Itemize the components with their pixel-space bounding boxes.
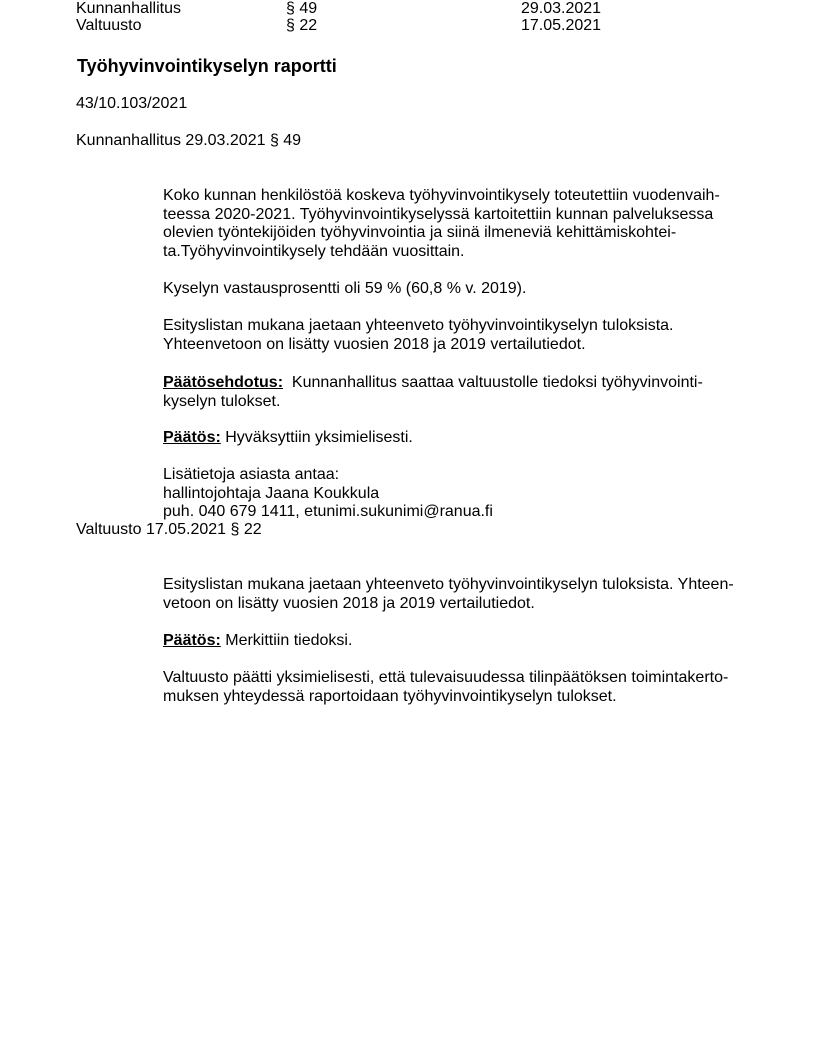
intro-line: ta.Työhyvinvointikysely tehdään vuosittain.	[163, 242, 465, 260]
decision-label: Päätös:	[163, 429, 221, 446]
summary-line: Yhteenvetoon on lisätty vuosien 2018 ja 2019 vertailutiedot.	[163, 335, 586, 353]
kunnanhallitus-heading: Kunnanhallitus 29.03.2021 § 49	[76, 132, 302, 149]
contact-line: Lisätietoja asiasta antaa:	[163, 466, 340, 483]
valtuusto-final	[163, 669, 728, 706]
history-section: § 22	[286, 17, 318, 34]
valtuusto-final-line: muksen yhteydessä raportoidaan työhyvinvointikyselyn tulokset.	[163, 687, 617, 705]
proposal-paragraph	[163, 374, 703, 411]
valtuusto-decision-text: Merkittiin tiedoksi.	[225, 632, 353, 649]
summary-paragraph	[163, 317, 673, 354]
intro-line: olevien työntekijöiden työhyvinvointia ja siinä ilmeneviä kehittämiskohtei-	[163, 224, 677, 241]
valtuusto-heading: Valtuusto 17.05.2021 § 22	[76, 521, 262, 538]
valtuusto-decision-label: Päätös:	[163, 632, 221, 649]
summary-line: Esityslistan mukana jaetaan yhteenveto työhyvinvointikyselyn tuloksista.	[163, 317, 674, 334]
contact-line: puh. 040 679 1411, etunimi.sukunimi@ranua.fi	[163, 503, 493, 520]
valtuusto-summary	[163, 576, 734, 613]
reference-number: 43/10.103/2021	[76, 95, 188, 112]
proposal-line: Kunnanhallitus saattaa valtuustolle tiedoksi työhyvinvointi-	[291, 374, 703, 391]
contact-info	[163, 466, 493, 522]
document-title: Työhyvinvointikyselyn raportti	[77, 56, 337, 76]
history-section: § 49	[286, 0, 318, 17]
response-rate: Kyselyn vastausprosentti oli 59 % (60,8 % v. 2019).	[163, 280, 527, 297]
decision-paragraph	[163, 429, 413, 448]
proposal-line: kyselyn tulokset.	[163, 392, 281, 410]
valtuusto-summary-line: Esityslistan mukana jaetaan yhteenveto työhyvinvointikyselyn tuloksista. Yhteen-	[163, 576, 734, 593]
contact-line: hallintojohtaja Jaana Koukkula	[163, 484, 380, 502]
history-date: 29.03.2021	[521, 0, 602, 17]
valtuusto-summary-line: vetoon on lisätty vuosien 2018 ja 2019 vertailutiedot.	[163, 594, 535, 612]
intro-paragraph	[163, 187, 720, 261]
valtuusto-decision	[163, 632, 352, 651]
history-body: Valtuusto	[76, 17, 142, 34]
valtuusto-final-line: Valtuusto päätti yksimielisesti, että tulevaisuudessa tilinpäätöksen toimintakerto-	[163, 669, 729, 686]
intro-line: teessa 2020-2021. Työhyvinvointikyselyssä kartoitettiin kunnan palveluksessa	[163, 205, 714, 223]
history-date: 17.05.2021	[521, 17, 602, 34]
proposal-label: Päätösehdotus:	[163, 374, 284, 391]
intro-line: Koko kunnan henkilöstöä koskeva työhyvinvointikysely toteutettiin vuodenvaih-	[163, 187, 720, 204]
history-body: Kunnanhallitus	[76, 0, 181, 17]
decision-text: Hyväksyttiin yksimielisesti.	[225, 429, 413, 446]
